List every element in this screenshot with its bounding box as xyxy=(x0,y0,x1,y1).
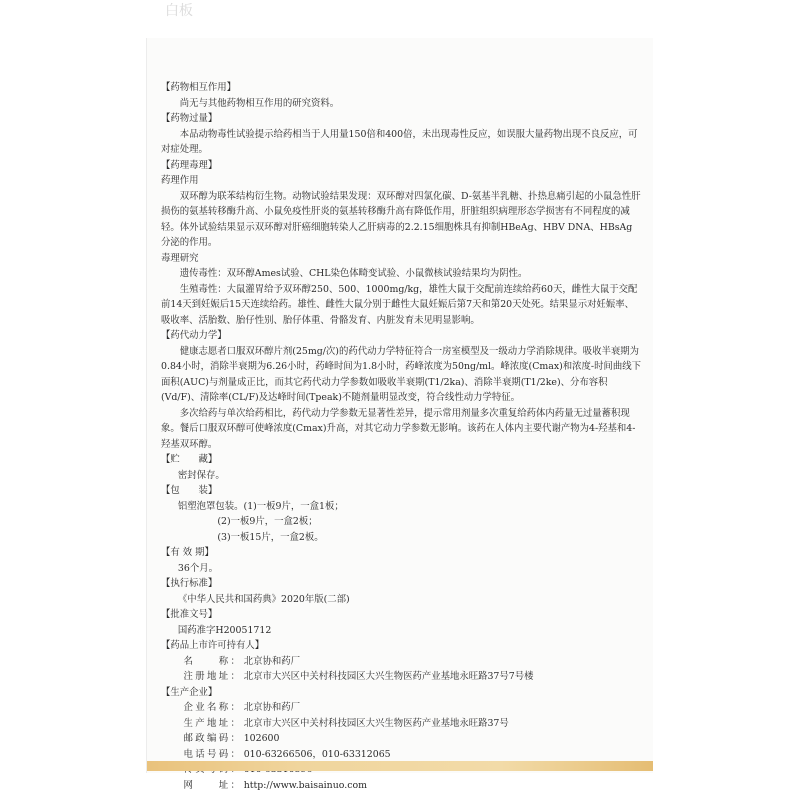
maker-row-value: 102600 xyxy=(243,733,280,744)
maker-row-value: http://www.baisainuo.com xyxy=(243,779,367,791)
bottom-color-band xyxy=(147,761,653,771)
package-line-2: (2)一板9片，一盒2板； xyxy=(217,516,318,527)
section-heading-standard: 【执行标准】 xyxy=(161,578,218,589)
holder-address-row xyxy=(161,669,641,685)
storage-text: 密封保存。 xyxy=(177,469,225,481)
maker-row xyxy=(161,778,641,794)
maker-row xyxy=(161,747,641,763)
section-heading-validity: 【有 效 期】 xyxy=(161,547,214,558)
section-heading-interaction: 【药物相互作用】 xyxy=(161,82,237,93)
pharmacology-text: 双环醇为联苯结构衍生物。动物试验结果发现：双环醇对四氯化碳、D-氨基半乳糖、扑热息痛引起的小鼠急性肝损伤的氨基转移酶升高、小鼠免疫性肝炎的氨基转移酶升高有降低作用，肝脏组织病理形态学损害有不同程度的减轻。体外试验结果显示双环醇对肝癌细胞转染人乙肝病毒的2.2.15细胞株具有抑制HBeAg、HBV DNA、HBsAg分泌的作用。 xyxy=(161,190,641,248)
holder-address-label: 注册地址： xyxy=(183,671,240,682)
section-heading-approval: 【批准文号】 xyxy=(161,609,218,620)
section-heading-holder: 【药品上市许可持有人】 xyxy=(161,640,265,651)
pharmacology-subheading: 药理作用 xyxy=(161,175,199,186)
pharmacokinetics-text-2: 多次给药与单次给药相比，药代动力学参数无显著性差异，提示常用剂量多次重复给药体内药量无过量蓄积现象。餐后口服双环醇可使峰浓度(Cmax)升高，对其它动力学参数无影响。该药在人体内主要代谢产物为4-羟基和4-羟基双环醇。 xyxy=(161,407,636,450)
section-heading-toxicology: 【药理毒理】 xyxy=(161,159,218,171)
interaction-text: 尚无与其他药物相互作用的研究资料。 xyxy=(179,97,340,109)
holder-name-row xyxy=(161,654,641,670)
leaflet-content xyxy=(161,80,641,793)
maker-row xyxy=(161,731,641,747)
approval-number: 国药准字H20051712 xyxy=(177,624,272,636)
holder-name-label: 名 称： xyxy=(183,655,240,667)
maker-row-label: 电话号码： xyxy=(183,748,240,760)
pharmacokinetics-text-1: 健康志愿者口服双环醇片剂(25mg/次)的药代动力学特征符合一房室模型及一级动力学消除规律。吸收半衰期为0.84小时，消除半衰期为6.26小时，药峰时间为1.8小时，药峰浓度为50ng/ml。峰浓度(Cmax)和浓度-时间曲线下面积(AUC)与剂量成正比，而其它药代动力学参数如吸收半衰期(T1/2ka)、消除半衰期(T1/2ke)、分布容积(Vd/F)、清除率(CL/F)及达峰时间(Tpeak)不随剂量明显改变，符合线性动力学特征。 xyxy=(161,345,641,403)
validity-text: 36个月。 xyxy=(177,562,218,574)
section-heading-storage: 【贮 藏】 xyxy=(161,454,218,465)
section-heading-pharmacokinetics: 【药代动力学】 xyxy=(161,330,227,341)
standard-text: 《中华人民共和国药典》2020年版(二部) xyxy=(177,593,350,605)
maker-row-value: 北京协和药厂 xyxy=(243,702,300,713)
holder-address-value: 北京市大兴区中关村科技园区大兴生物医药产业基地永旺路37号7号楼 xyxy=(243,671,534,682)
maker-row-label: 企业名称： xyxy=(183,702,240,713)
reproductive-toxicity-text: 生殖毒性：大鼠灌胃给予双环醇250、500、1000mg/kg，雄性大鼠于交配前连续给药60天，雌性大鼠于交配前14天到妊娠后15天连续给药。雄性、雌性大鼠分别于雌性大鼠妊娠后第7天和第20天处死。结果显示对妊娠率、吸收率、活胎数、胎仔性别、胎仔体重、骨骼发育、内脏发育未见明显影响。 xyxy=(161,283,638,326)
section-heading-package: 【包 装】 xyxy=(161,485,218,496)
maker-row-label: 网 址： xyxy=(183,779,240,791)
section-heading-manufacturer: 【生产企业】 xyxy=(161,686,218,698)
overdose-text: 本品动物毒性试验提示给药相当于人用量150倍和400倍，未出现毒性反应，如误服大量药物出现不良反应，可对症处理。 xyxy=(161,128,638,155)
maker-row-value: 010-63266506，010-63312065 xyxy=(243,748,391,760)
maker-row-label: 生产地址： xyxy=(183,717,240,729)
package-line-1: 铝塑泡罩包装。(1)一板9片，一盒1板； xyxy=(177,500,344,512)
genotoxicity-text: 遗传毒性：双环醇Ames试验、CHL染色体畸变试验、小鼠微核试验结果均为阴性。 xyxy=(179,268,528,279)
holder-name-value: 北京协和药厂 xyxy=(243,655,300,667)
package-line-3: (3)一板15片，一盒2板。 xyxy=(217,531,324,543)
top-watermark: 白板 xyxy=(165,3,193,19)
toxicology-subheading: 毒理研究 xyxy=(161,252,199,264)
section-heading-overdose: 【药物过量】 xyxy=(161,113,218,124)
maker-row-value: 北京市大兴区中关村科技园区大兴生物医药产业基地永旺路37号 xyxy=(243,717,509,729)
maker-row xyxy=(161,716,641,732)
maker-row-label: 邮政编码： xyxy=(183,733,240,744)
leaflet-page xyxy=(146,38,653,791)
maker-row xyxy=(161,700,641,716)
